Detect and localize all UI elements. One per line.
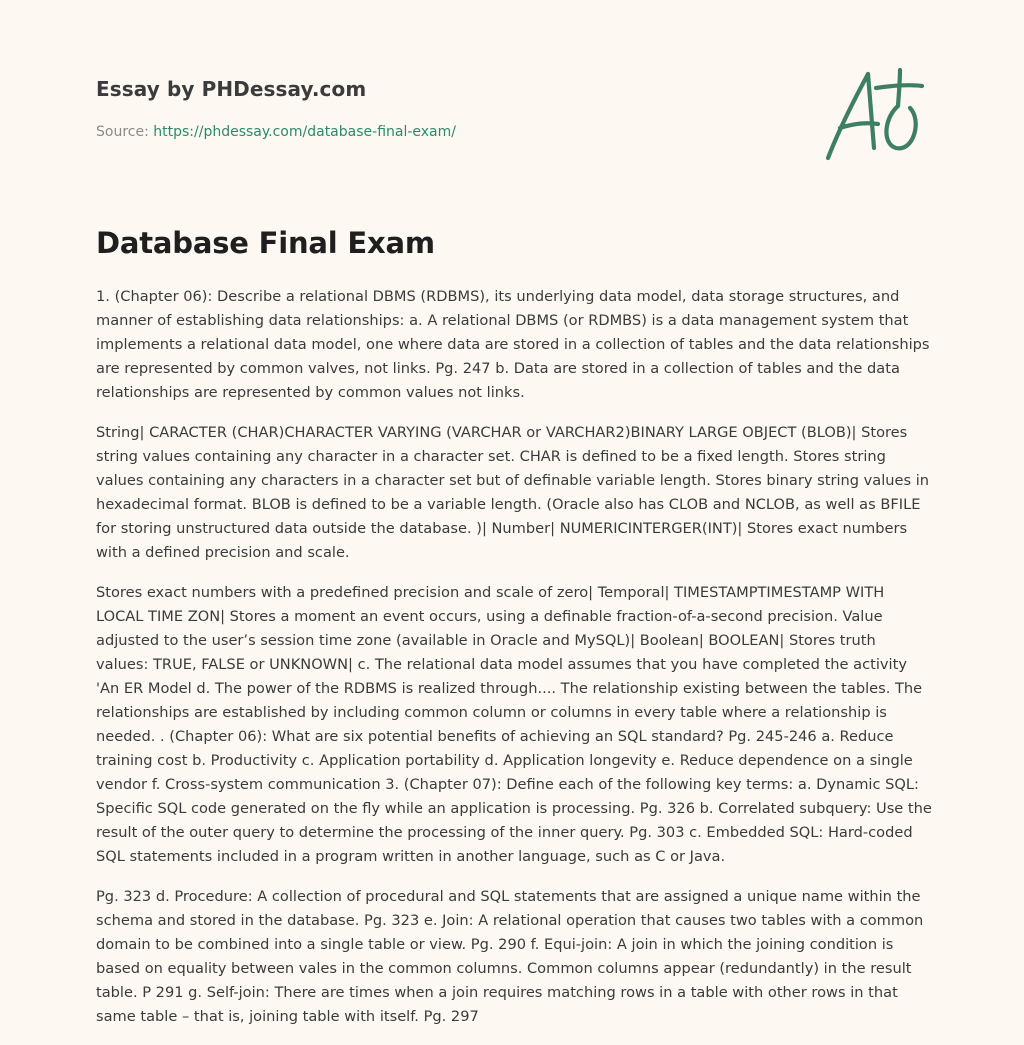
source-line bbox=[96, 124, 456, 140]
essay-body bbox=[96, 285, 932, 1045]
essay-paragraph: Pg. 323 d. Procedure: A collection of procedural and SQL statements that are assigned a unique name within the schema and stored in the database. Pg. 323 e. Join: A relational operation that causes two tables with a common domain to be combined into a single table or view. Pg. 290 f. Equi-join: A join in which the joining condition is based on equality between vales in the common columns. Common columns appear (redundantly) in the result table. P 291 g. Self-join: There are times when a join requires matching rows in a table with other rows in that same table – that is, joining table with itself. Pg. 297 bbox=[96, 888, 924, 1025]
source-link[interactable]: https://phdessay.com/database-final-exam/ bbox=[153, 124, 456, 140]
essay-title: Database Final Exam bbox=[96, 226, 435, 260]
essay-paragraph: String| CARACTER (CHAR)CHARACTER VARYING (VARCHAR or VARCHAR2)BINARY LARGE OBJECT (BLOB)| Stores string values containing any character in a character set. CHAR is defined to be a fixed length. Stores string values containing any characters in a character set but of definable variable length. Stores binary string values in hexadecimal format. BLOB is defined to be a variable length. (Oracle also has CLOB and NCLOB, as well as BFILE for storing unstructured data outside the database. )| Number| NUMERICINTERGER(INT)| Stores exact numbers with a defined precision and scale. bbox=[96, 424, 930, 561]
essay-paragraph: 1. (Chapter 06): Describe a relational DBMS (RDBMS), its underlying data model, data storage structures, and manner of establishing data relationships: a. A relational DBMS (or RDMBS) is a data management system that implements a relational data model, one where data are stored in a collection of tables and the data relationships are represented by common valves, not links. Pg. 247 b. Data are stored in a collection of tables and the data relationships are represented by common values not links. bbox=[96, 288, 930, 401]
a-plus-grade-icon bbox=[818, 66, 930, 168]
source-label: Source: bbox=[96, 124, 154, 140]
site-title: Essay by PHDessay.com bbox=[96, 77, 367, 101]
essay-paragraph: Stores exact numbers with a predefined precision and scale of zero| Temporal| TIMESTAMPTIMESTAMP WITH LOCAL TIME ZON| Stores a moment an event occurs, using a definable fraction-of-a-second precision. Value adjusted to the user’s session time zone (available in Oracle and MySQL)| Boolean| BOOLEAN| Stores truth values: TRUE, FALSE or UNKNOWN| c. The relational data model assumes that you have completed the activity 'An ER Model d. The power of the RDBMS is realized through.... The relationship existing between the tables. The relationships are established by including common column or columns in every table where a relationship is needed. . (Chapter 06): What are six potential benefits of achieving an SQL standard? Pg. 245-246 a. Reduce training cost b. Productivity c. Application portability d. Application longevity e. Reduce dependence on a single vendor f. Cross-system communication 3. (Chapter 07): Define each of the following key terms: a. Dynamic SQL: Specific SQL code generated on the fly while an application is processing. Pg. 326 b. Correlated subquery: Use the result of the outer query to determine the processing of the inner query. Pg. 303 c. Embedded SQL: Hard-coded SQL statements included in a program written in another language, such as C or Java. bbox=[96, 584, 932, 865]
